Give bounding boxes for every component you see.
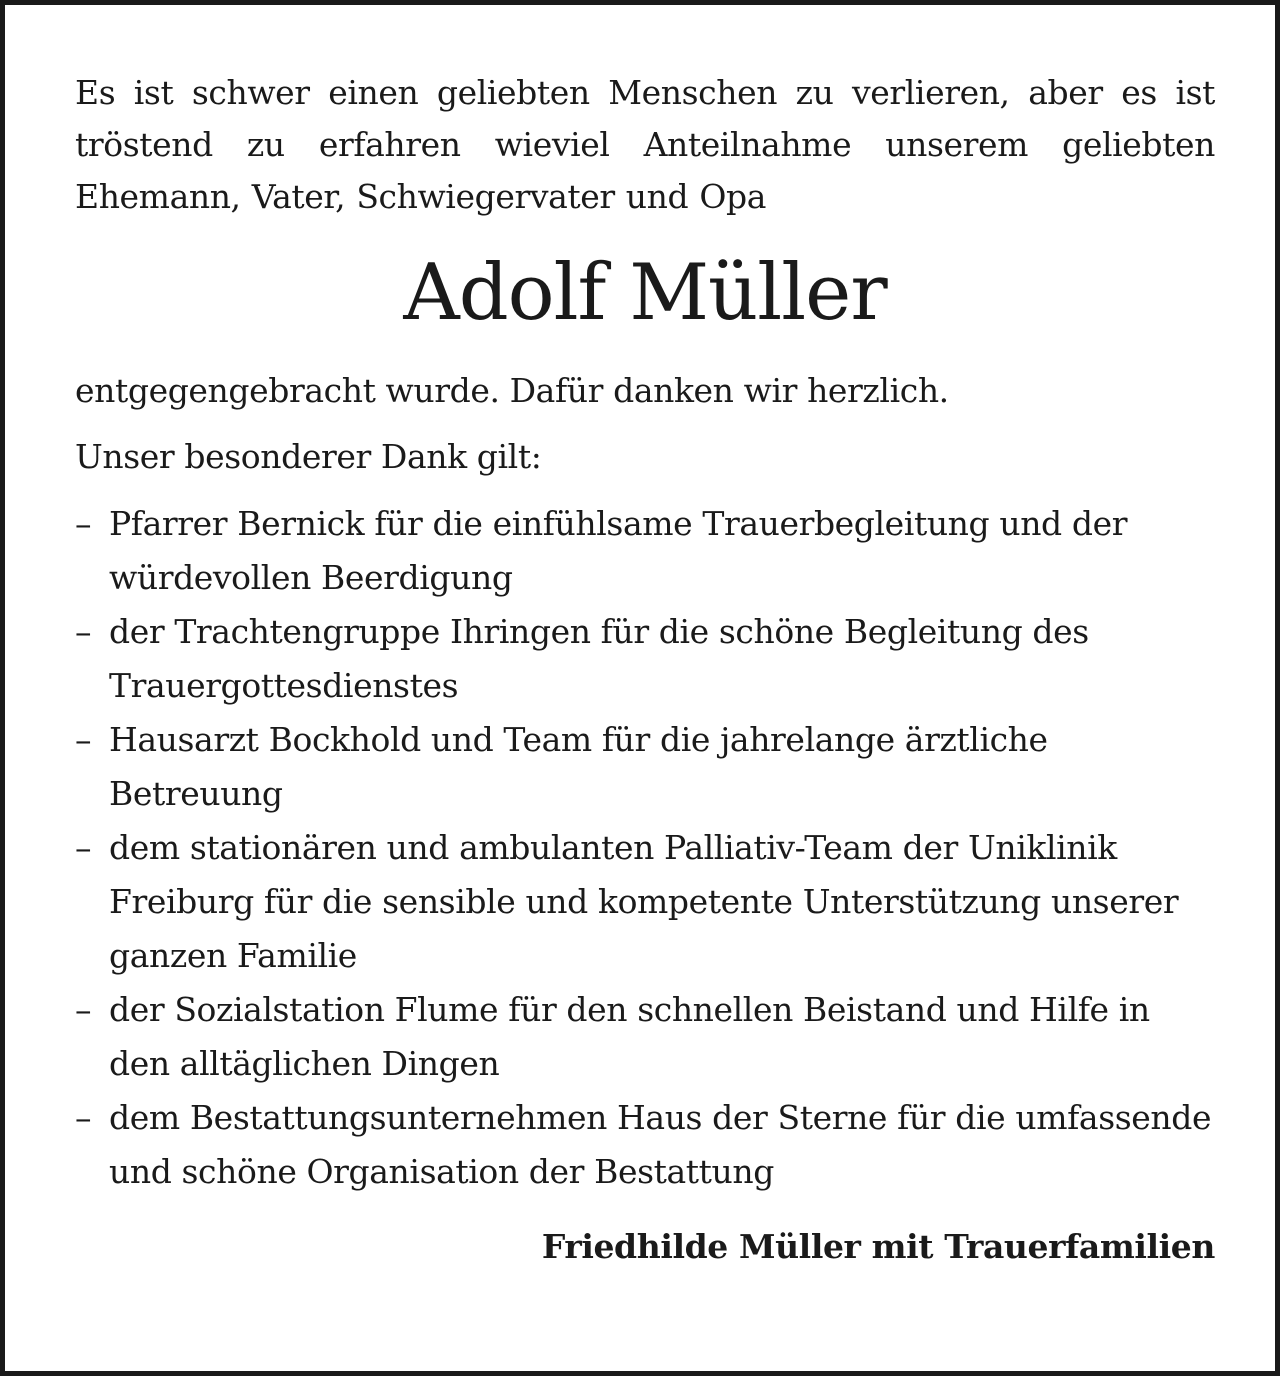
thanks-list <box>75 497 1215 1199</box>
dash-bullet: – <box>75 720 92 759</box>
dash-bullet: – <box>75 612 92 651</box>
thanks-item-text: Hausarzt Bockhold und Team für die jahrelange ärztliche Betreuung <box>109 720 1048 813</box>
thanks-item-text: dem stationären und ambulanten Palliativ-Team der Uniklinik Freiburg für die sensible und kompetente Unterstützung unserer ganzen Familie <box>109 828 1179 975</box>
thanks-heading: Unser besonderer Dank gilt: <box>75 437 542 476</box>
thanks-item-text: der Sozialstation Flume für den schnellen Beistand und Hilfe in den alltäglichen Dingen <box>109 990 1150 1083</box>
thanks-list-item <box>75 497 1215 605</box>
thanks-item-text: der Trachtengruppe Ihringen für die schöne Begleitung des Trauergottesdienstes <box>109 612 1089 705</box>
dash-bullet: – <box>75 990 92 1029</box>
thanks-item-text: dem Bestattungsunternehmen Haus der Sterne für die umfassende und schöne Organisation der Bestattung <box>109 1098 1212 1191</box>
notice-content <box>75 67 1215 1273</box>
deceased-name: Adolf Müller <box>403 248 887 338</box>
thanks-list-item <box>75 821 1215 983</box>
dash-bullet: – <box>75 504 92 543</box>
thanks-list-item <box>75 983 1215 1091</box>
dash-bullet: – <box>75 828 92 867</box>
thanks-list-item <box>75 605 1215 713</box>
after-name-text: entgegengebracht wurde. Dafür danken wir herzlich. <box>75 371 949 410</box>
thanks-list-item <box>75 1091 1215 1199</box>
intro-text: Es ist schwer einen geliebten Menschen zu verlieren, aber es ist tröstend zu erfahren wieviel Anteilnahme unserem geliebten Ehemann, Vater, Schwiegervater und Opa <box>75 73 1215 216</box>
dash-bullet: – <box>75 1098 92 1137</box>
thanks-item-text: Pfarrer Bernick für die einfühlsame Trauerbegleitung und der würdevollen Beerdigung <box>109 504 1128 597</box>
thanks-list-item <box>75 713 1215 821</box>
signature: Friedhilde Müller mit Trauerfamilien <box>541 1227 1215 1266</box>
